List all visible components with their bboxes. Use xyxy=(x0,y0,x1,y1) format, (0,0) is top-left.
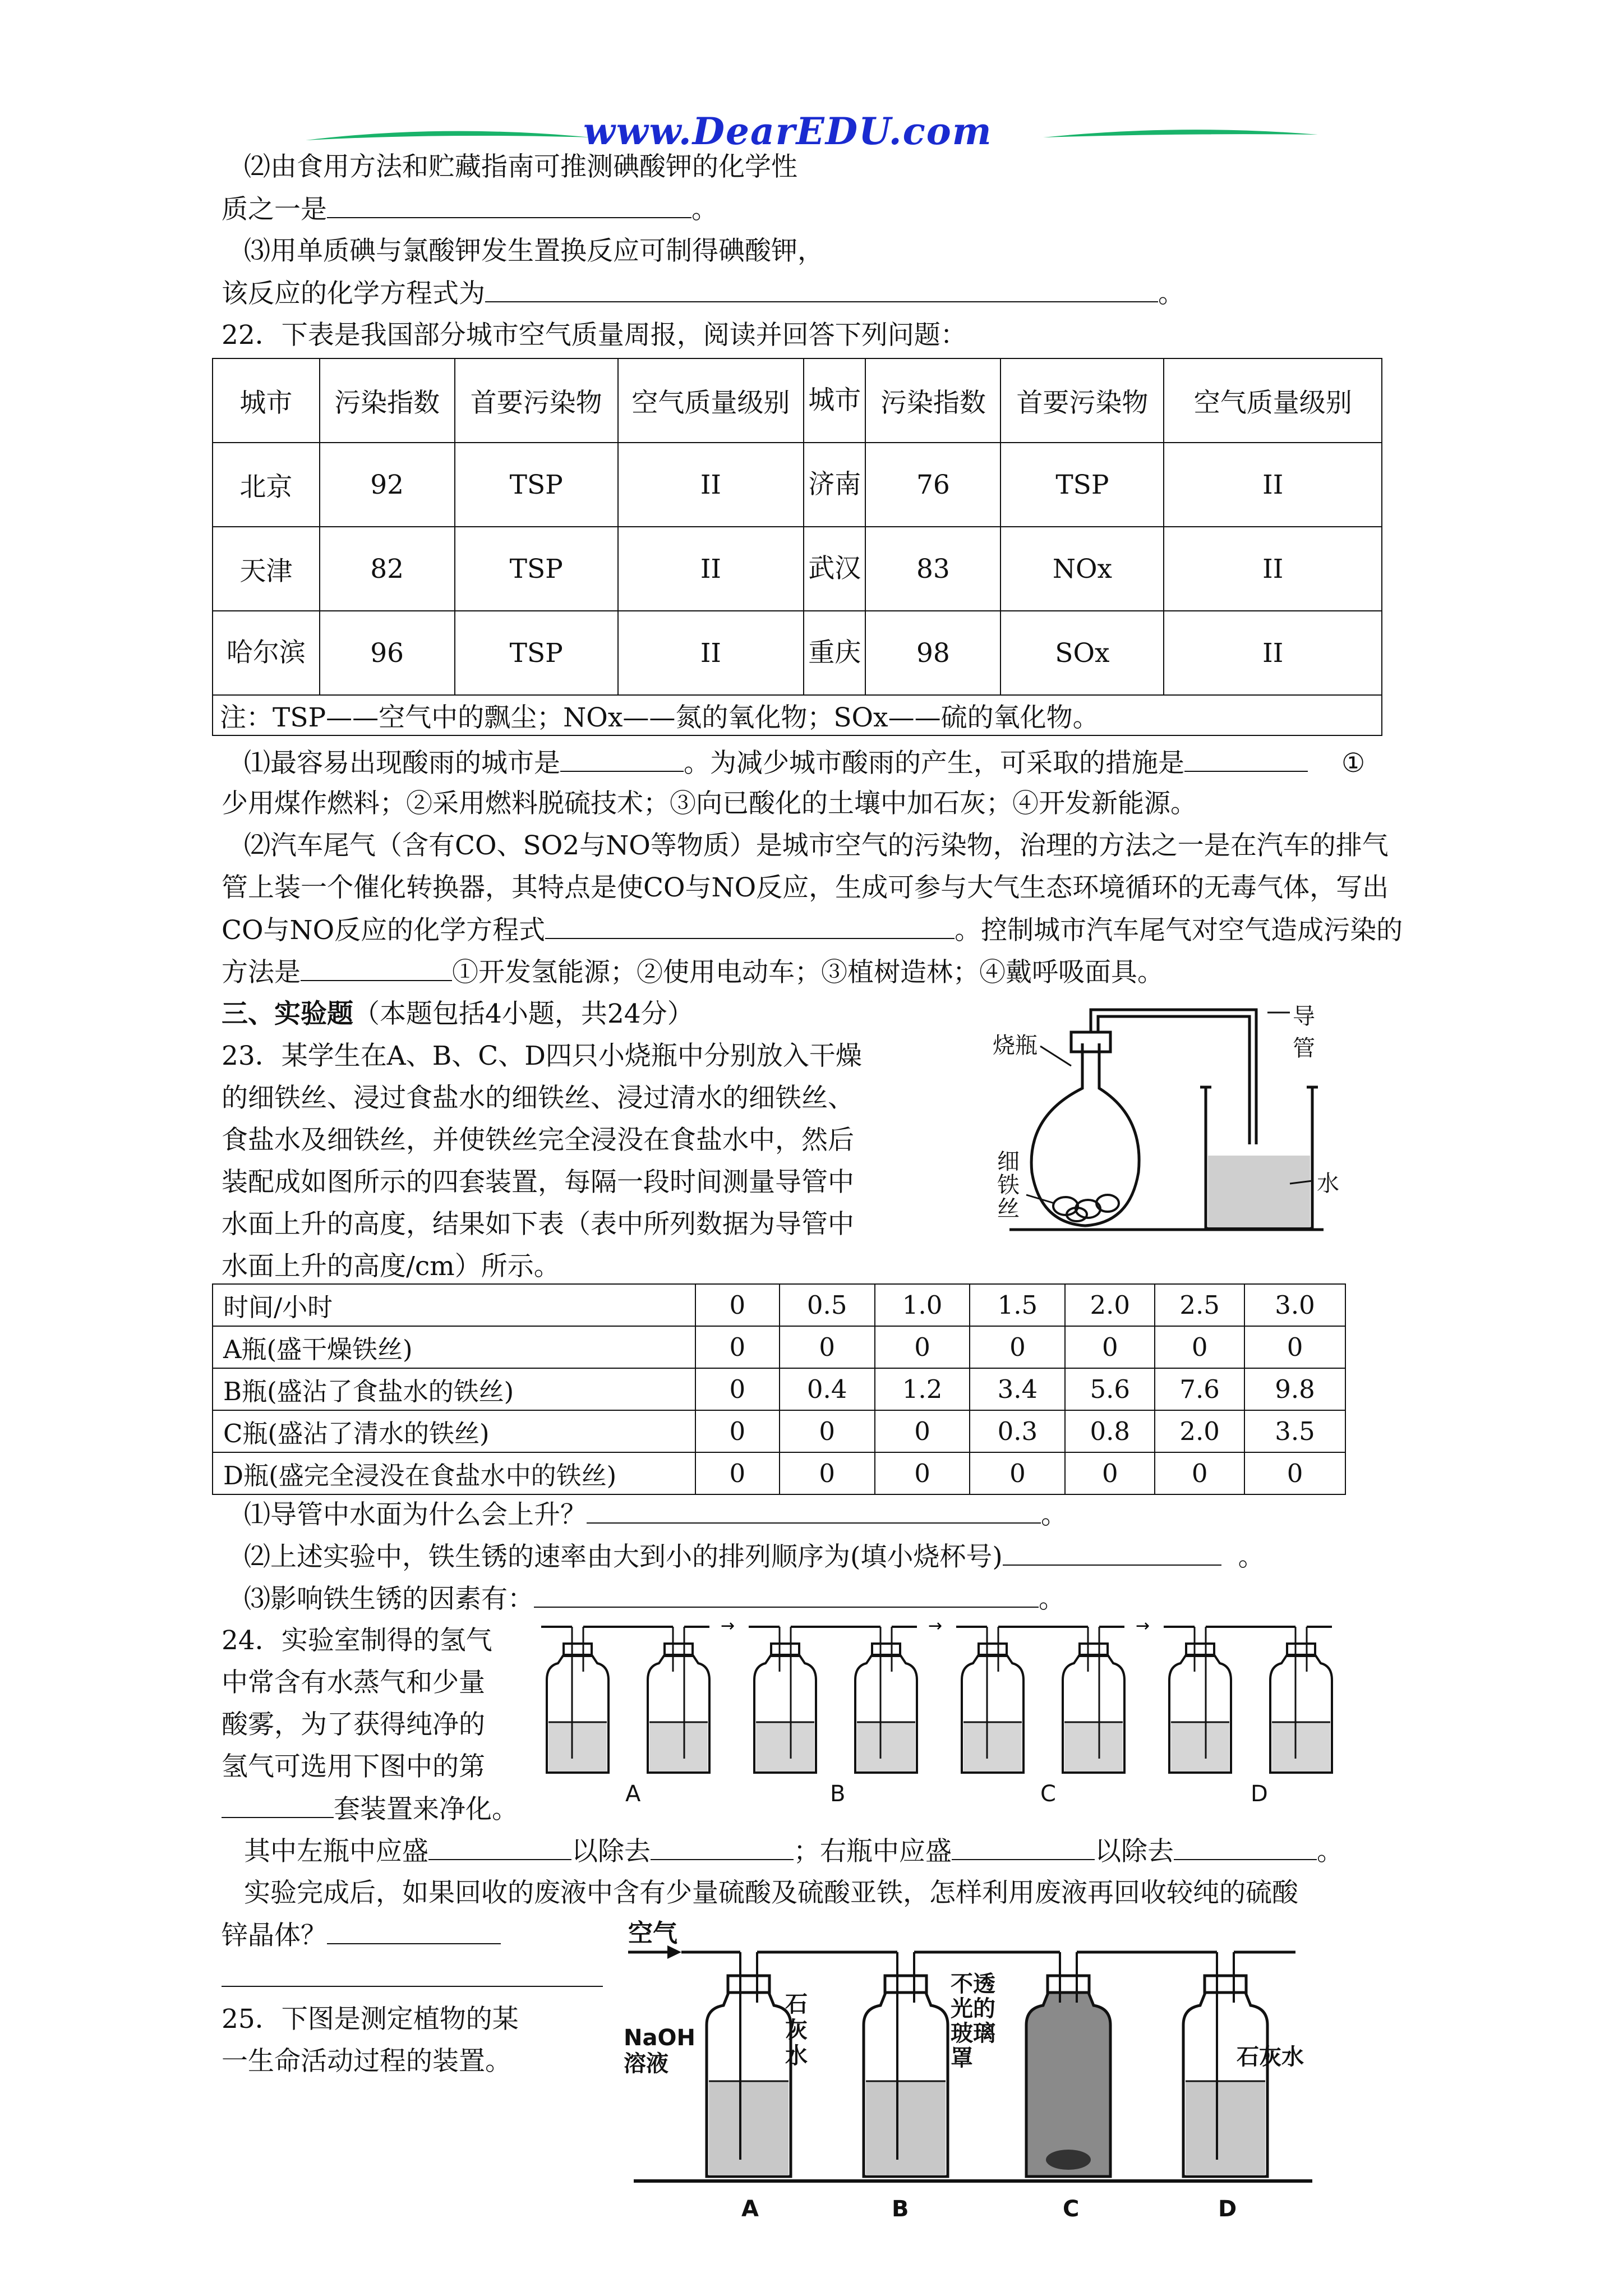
q24-p3 xyxy=(222,1918,501,1953)
header-cell: 3.0 xyxy=(1244,1284,1345,1326)
table-cell: 0 xyxy=(1244,1452,1345,1494)
answer-blank[interactable] xyxy=(428,1834,571,1860)
bottle-label-c: C xyxy=(1063,2196,1080,2222)
header-cell: 0.5 xyxy=(780,1284,875,1326)
header-cell: 1.0 xyxy=(875,1284,970,1326)
liquid-fill xyxy=(1171,1722,1229,1772)
q21-line2-text: 质之一是 xyxy=(222,194,327,225)
q23-p1 xyxy=(244,1498,1067,1532)
q25-plant-apparatus-figure xyxy=(623,1913,1324,2227)
header-cell: 2.0 xyxy=(1065,1284,1155,1326)
q23-p2-end: 。 xyxy=(1238,1542,1265,1572)
rust-rate-table xyxy=(212,1283,1346,1495)
flask-label: 烧瓶 xyxy=(993,1033,1038,1059)
table-cell: 0 xyxy=(875,1410,970,1452)
header-cell: 城市 xyxy=(804,358,865,443)
table-header-row xyxy=(213,1284,1345,1326)
bottle-stopper xyxy=(885,1976,926,1993)
q24-p1a: 其中左瓶中应盛 xyxy=(244,1836,428,1867)
answer-blank[interactable] xyxy=(327,1918,501,1944)
q22-p1c: ① xyxy=(1341,748,1366,779)
table-cell: 3.4 xyxy=(970,1368,1065,1410)
air-quality-table xyxy=(212,358,1382,736)
flow-arrow: → xyxy=(1136,1616,1150,1636)
header-cell: 首要污染物 xyxy=(455,358,618,443)
q24-p3-text: 锌晶体？ xyxy=(222,1920,327,1951)
table-cell: SOx xyxy=(1000,611,1164,695)
q24-p1 xyxy=(244,1834,1343,1869)
table-cell: II xyxy=(618,527,804,611)
limewater-b-label: 石灰水 xyxy=(785,1991,808,2069)
q22-p2d: 。控制城市汽车尾气对空气造成污染的 xyxy=(955,915,1403,946)
q21-line4-text: 该反应的化学方程式为 xyxy=(222,278,485,309)
q23-line: 水面上升的高度/cm）所示。 xyxy=(222,1251,560,1282)
table-cell: 0 xyxy=(1065,1326,1155,1368)
table-row xyxy=(213,1326,1345,1368)
table-cell: 0 xyxy=(695,1452,780,1494)
liquid-fill xyxy=(649,1722,708,1772)
q23-line: 23．某学生在A、B、C、D四只小烧瓶中分别放入干燥 xyxy=(222,1041,862,1071)
q22-p2-line2: 管上装一个催化转换器，其特点是使CO与NO反应，生成可参与大气生态环境循环的无毒气体，写出 xyxy=(222,872,1389,903)
q23-p2 xyxy=(244,1540,1265,1574)
plant xyxy=(1046,2150,1091,2170)
option-label-a: A xyxy=(625,1781,641,1807)
table-cell: 7.6 xyxy=(1155,1368,1244,1410)
table-cell: NOx xyxy=(1000,527,1164,611)
bottle-stopper xyxy=(728,1976,769,1993)
q23-p2-text: ⑵上述实验中，铁生锈的速率由大到小的排列顺序为(填小烧杯号) xyxy=(244,1542,1003,1572)
answer-blank[interactable] xyxy=(1184,746,1308,772)
section-heading xyxy=(222,997,694,1031)
table-cell: 98 xyxy=(865,611,1000,695)
q22-p1b: 。为减少城市酸雨的产生，可采取的措施是 xyxy=(684,748,1184,779)
q22-p1-line1 xyxy=(244,746,1365,780)
table-cell: 武汉 xyxy=(804,527,865,611)
option-label-d: D xyxy=(1251,1781,1268,1807)
answer-blank[interactable] xyxy=(485,277,1158,302)
liquid-fill xyxy=(857,1722,915,1772)
table-cell: 2.0 xyxy=(1155,1410,1244,1452)
right-swoosh xyxy=(1040,121,1321,154)
answer-blank[interactable] xyxy=(952,1834,1095,1860)
bottle-label-d: D xyxy=(1218,2196,1237,2222)
limewater-d-label: 石灰水 xyxy=(1237,2044,1304,2070)
q23-p3-text: ⑶影响铁生锈的因素有： xyxy=(244,1584,534,1614)
table-cell: C瓶(盛沾了清水的铁丝) xyxy=(213,1410,695,1452)
liquid-fill xyxy=(756,1722,814,1772)
table-cell: 0.4 xyxy=(780,1368,875,1410)
q22-p1-line2: 少用煤作燃料；②采用燃料脱硫技术；③向已酸化的土壤中加石灰；④开发新能源。 xyxy=(222,788,1197,819)
q21-line2-end: 。 xyxy=(691,194,718,225)
table-cell: 0 xyxy=(695,1326,780,1368)
q21-line3: ⑶用单质碘与氯酸钾发生置换反应可制得碘酸钾， xyxy=(244,236,824,266)
q25-line: 25．下图是测定植物的某 xyxy=(222,2004,519,2035)
answer-blank[interactable] xyxy=(301,955,452,981)
q22-p2-line4 xyxy=(222,955,1164,990)
table-cell: 0 xyxy=(970,1326,1065,1368)
table-cell: 1.2 xyxy=(875,1368,970,1410)
table-cell: II xyxy=(1164,443,1382,527)
answer-blank[interactable] xyxy=(560,746,684,772)
water-label: 水 xyxy=(1317,1171,1339,1197)
q21-line4-end: 。 xyxy=(1158,278,1184,309)
q24-p1b: 以除去 xyxy=(571,1836,651,1867)
flask-apparatus-drawing xyxy=(987,987,1335,1234)
q22-p2f: ①开发氢能源；②使用电动车；③植树造林；④戴呼吸面具。 xyxy=(452,957,1164,988)
option-label-b: B xyxy=(830,1781,846,1807)
table-row xyxy=(213,1368,1345,1410)
table-cell: 5.6 xyxy=(1065,1368,1155,1410)
table-cell: 83 xyxy=(865,527,1000,611)
q24-line5-text: 套装置来净化。 xyxy=(334,1794,518,1825)
table-cell: 0 xyxy=(780,1326,875,1368)
option-label-c: C xyxy=(1040,1781,1056,1807)
bottle-outline xyxy=(1026,1991,1110,2177)
header-cell: 污染指数 xyxy=(865,358,1000,443)
naoh-label: NaOH 溶液 xyxy=(624,2025,695,2077)
table-cell: 0 xyxy=(695,1410,780,1452)
q22-p2e: 方法是 xyxy=(222,957,301,988)
q23-line: 的细铁丝、浸过食盐水的细铁丝、浸过清水的细铁丝、 xyxy=(222,1083,854,1114)
liquid-fill xyxy=(1064,1722,1123,1772)
liquid-fill xyxy=(963,1722,1022,1772)
answer-blank[interactable] xyxy=(545,913,955,939)
answer-blank[interactable] xyxy=(327,192,691,218)
flow-arrow: → xyxy=(721,1616,735,1636)
q25-line: 一生命活动过程的装置。 xyxy=(222,2046,511,2077)
header-cell: 首要污染物 xyxy=(1000,358,1164,443)
header-cell: 0 xyxy=(695,1284,780,1326)
left-swoosh xyxy=(303,121,594,154)
table-cell: 0 xyxy=(1155,1326,1244,1368)
q23-apparatus-figure xyxy=(987,987,1339,1234)
answer-line[interactable] xyxy=(222,1986,603,1987)
table-cell: B瓶(盛沾了食盐水的铁丝) xyxy=(213,1368,695,1410)
table-cell: II xyxy=(1164,527,1382,611)
liquid-fill xyxy=(866,2081,946,2175)
air-label: 空气 xyxy=(628,1919,677,1948)
q21-line1: ⑵由食用方法和贮藏指南可推测碘酸钾的化学性 xyxy=(244,151,797,182)
table-cell: 重庆 xyxy=(804,611,865,695)
liquid-fill xyxy=(548,1722,607,1772)
q21-line2 xyxy=(222,192,718,227)
header-cell: 城市 xyxy=(213,358,320,443)
q23-p1-text: ⑴导管中水面为什么会上升？ xyxy=(244,1499,587,1530)
table-cell: 96 xyxy=(320,611,455,695)
table-cell: 天津 xyxy=(213,527,320,611)
table-cell: TSP xyxy=(1000,443,1164,527)
table-cell: 76 xyxy=(865,443,1000,527)
tube-label: 导管 xyxy=(1293,1004,1315,1061)
liquid-fill xyxy=(1186,2081,1265,2175)
table-cell: 9.8 xyxy=(1244,1368,1345,1410)
bottle-label-a: A xyxy=(741,2196,759,2222)
header-cell: 空气质量级别 xyxy=(618,358,804,443)
header-cell: 1.5 xyxy=(970,1284,1065,1326)
table-note: 注：TSP——空气中的飘尘；NOx——氮的氧化物；SOx——硫的氧化物。 xyxy=(213,695,1382,735)
q24-p1e: 。 xyxy=(1317,1836,1343,1867)
table-cell: A瓶(盛干燥铁丝) xyxy=(213,1326,695,1368)
answer-blank[interactable] xyxy=(222,1792,334,1818)
table-row xyxy=(213,443,1382,527)
q22-p2-line1: ⑵汽车尾气（含有CO、SO2与NO等物质）是城市空气的污染物，治理的方法之一是在汽车的排气 xyxy=(244,830,1389,861)
table-cell: 0 xyxy=(875,1326,970,1368)
table-cell: II xyxy=(1164,611,1382,695)
table-cell: II xyxy=(618,611,804,695)
q24-line: 酸雾，为了获得纯净的 xyxy=(222,1709,485,1740)
table-cell: 0 xyxy=(1155,1452,1244,1494)
table-cell: 0.8 xyxy=(1065,1410,1155,1452)
liquid-fill xyxy=(709,2081,789,2175)
q24-line: 氢气可选用下图中的第 xyxy=(222,1751,485,1782)
bottle-stopper xyxy=(1205,1976,1246,1993)
q24-washing-bottles-figure xyxy=(538,1610,1346,1812)
table-cell: 0.3 xyxy=(970,1410,1065,1452)
q23-line: 水面上升的高度，结果如下表（表中所列数据为导管中 xyxy=(222,1209,854,1240)
glass-cover-label: 不透光的玻璃罩 xyxy=(951,1971,995,2071)
q24-p1c: ；右瓶中应盛 xyxy=(794,1836,952,1867)
table-row xyxy=(213,611,1382,695)
table-cell: 3.5 xyxy=(1244,1410,1345,1452)
q23-p3-end: 。 xyxy=(1039,1584,1065,1614)
section-note: （本题包括4小题，共24分） xyxy=(353,999,694,1029)
table-cell: 0 xyxy=(875,1452,970,1494)
table-cell: 北京 xyxy=(213,443,320,527)
q24-line5 xyxy=(222,1792,518,1826)
table-cell: 0 xyxy=(780,1452,875,1494)
header-cell: 时间/小时 xyxy=(213,1284,695,1326)
site-logo[interactable]: www.DearEDU.com xyxy=(583,109,993,153)
wash-bottles-drawing xyxy=(538,1610,1346,1789)
header-cell: 空气质量级别 xyxy=(1164,358,1382,443)
table-cell: 82 xyxy=(320,527,455,611)
q24-p1d: 以除去 xyxy=(1095,1836,1174,1867)
table-cell: 0 xyxy=(1065,1452,1155,1494)
answer-blank[interactable] xyxy=(651,1834,794,1860)
q24-line: 24．实验室制得的氢气 xyxy=(222,1625,492,1656)
q22-p1a: ⑴最容易出现酸雨的城市是 xyxy=(244,748,560,779)
header-cell: 污染指数 xyxy=(320,358,455,443)
bottle-stopper xyxy=(1048,1976,1089,1993)
table-header-row xyxy=(213,358,1382,443)
q23-line: 装配成如图所示的四套装置，每隔一段时间测量导管中 xyxy=(222,1167,854,1198)
table-cell: 0 xyxy=(695,1368,780,1410)
table-cell: TSP xyxy=(455,527,618,611)
q23-line: 食盐水及细铁丝，并使铁丝完全浸没在食盐水中，然后 xyxy=(222,1125,854,1156)
section-title: 三、实验题 xyxy=(222,999,353,1029)
table-cell: 济南 xyxy=(804,443,865,527)
answer-blank[interactable] xyxy=(1003,1540,1221,1566)
header-cell: 2.5 xyxy=(1155,1284,1244,1326)
q24-line: 中常含有水蒸气和少量 xyxy=(222,1667,485,1698)
table-cell: 0 xyxy=(1244,1326,1345,1368)
table-cell: 92 xyxy=(320,443,455,527)
table-cell: 0 xyxy=(780,1410,875,1452)
q24-p2: 实验完成后，如果回收的废液中含有少量硫酸及硫酸亚铁，怎样利用废液再回收较纯的硫酸 xyxy=(244,1878,1298,1908)
table-cell: TSP xyxy=(455,443,618,527)
table-cell: II xyxy=(618,443,804,527)
table-cell: D瓶(盛完全浸没在食盐水中的铁丝) xyxy=(213,1452,695,1494)
table-cell: 哈尔滨 xyxy=(213,611,320,695)
table-note-row xyxy=(213,695,1382,735)
flow-arrow: → xyxy=(928,1616,943,1636)
liquid-fill xyxy=(1272,1722,1330,1772)
answer-blank[interactable] xyxy=(1174,1834,1317,1860)
q21-line4 xyxy=(222,277,1184,311)
q22-p2-line3 xyxy=(222,913,1403,947)
q23-p1-end: 。 xyxy=(1041,1499,1067,1530)
q22-p2c: CO与NO反应的化学方程式 xyxy=(222,915,546,946)
table-row xyxy=(213,527,1382,611)
wire-label: 细铁丝 xyxy=(997,1149,1020,1222)
table-cell: 0 xyxy=(970,1452,1065,1494)
q22-intro: 22．下表是我国部分城市空气质量周报，阅读并回答下列问题： xyxy=(222,320,967,351)
table-cell: TSP xyxy=(455,611,618,695)
table-row xyxy=(213,1410,1345,1452)
answer-blank[interactable] xyxy=(587,1498,1041,1524)
answer-blank[interactable] xyxy=(534,1582,1039,1608)
bottle-label-b: B xyxy=(892,2196,909,2222)
table-row xyxy=(213,1452,1345,1494)
